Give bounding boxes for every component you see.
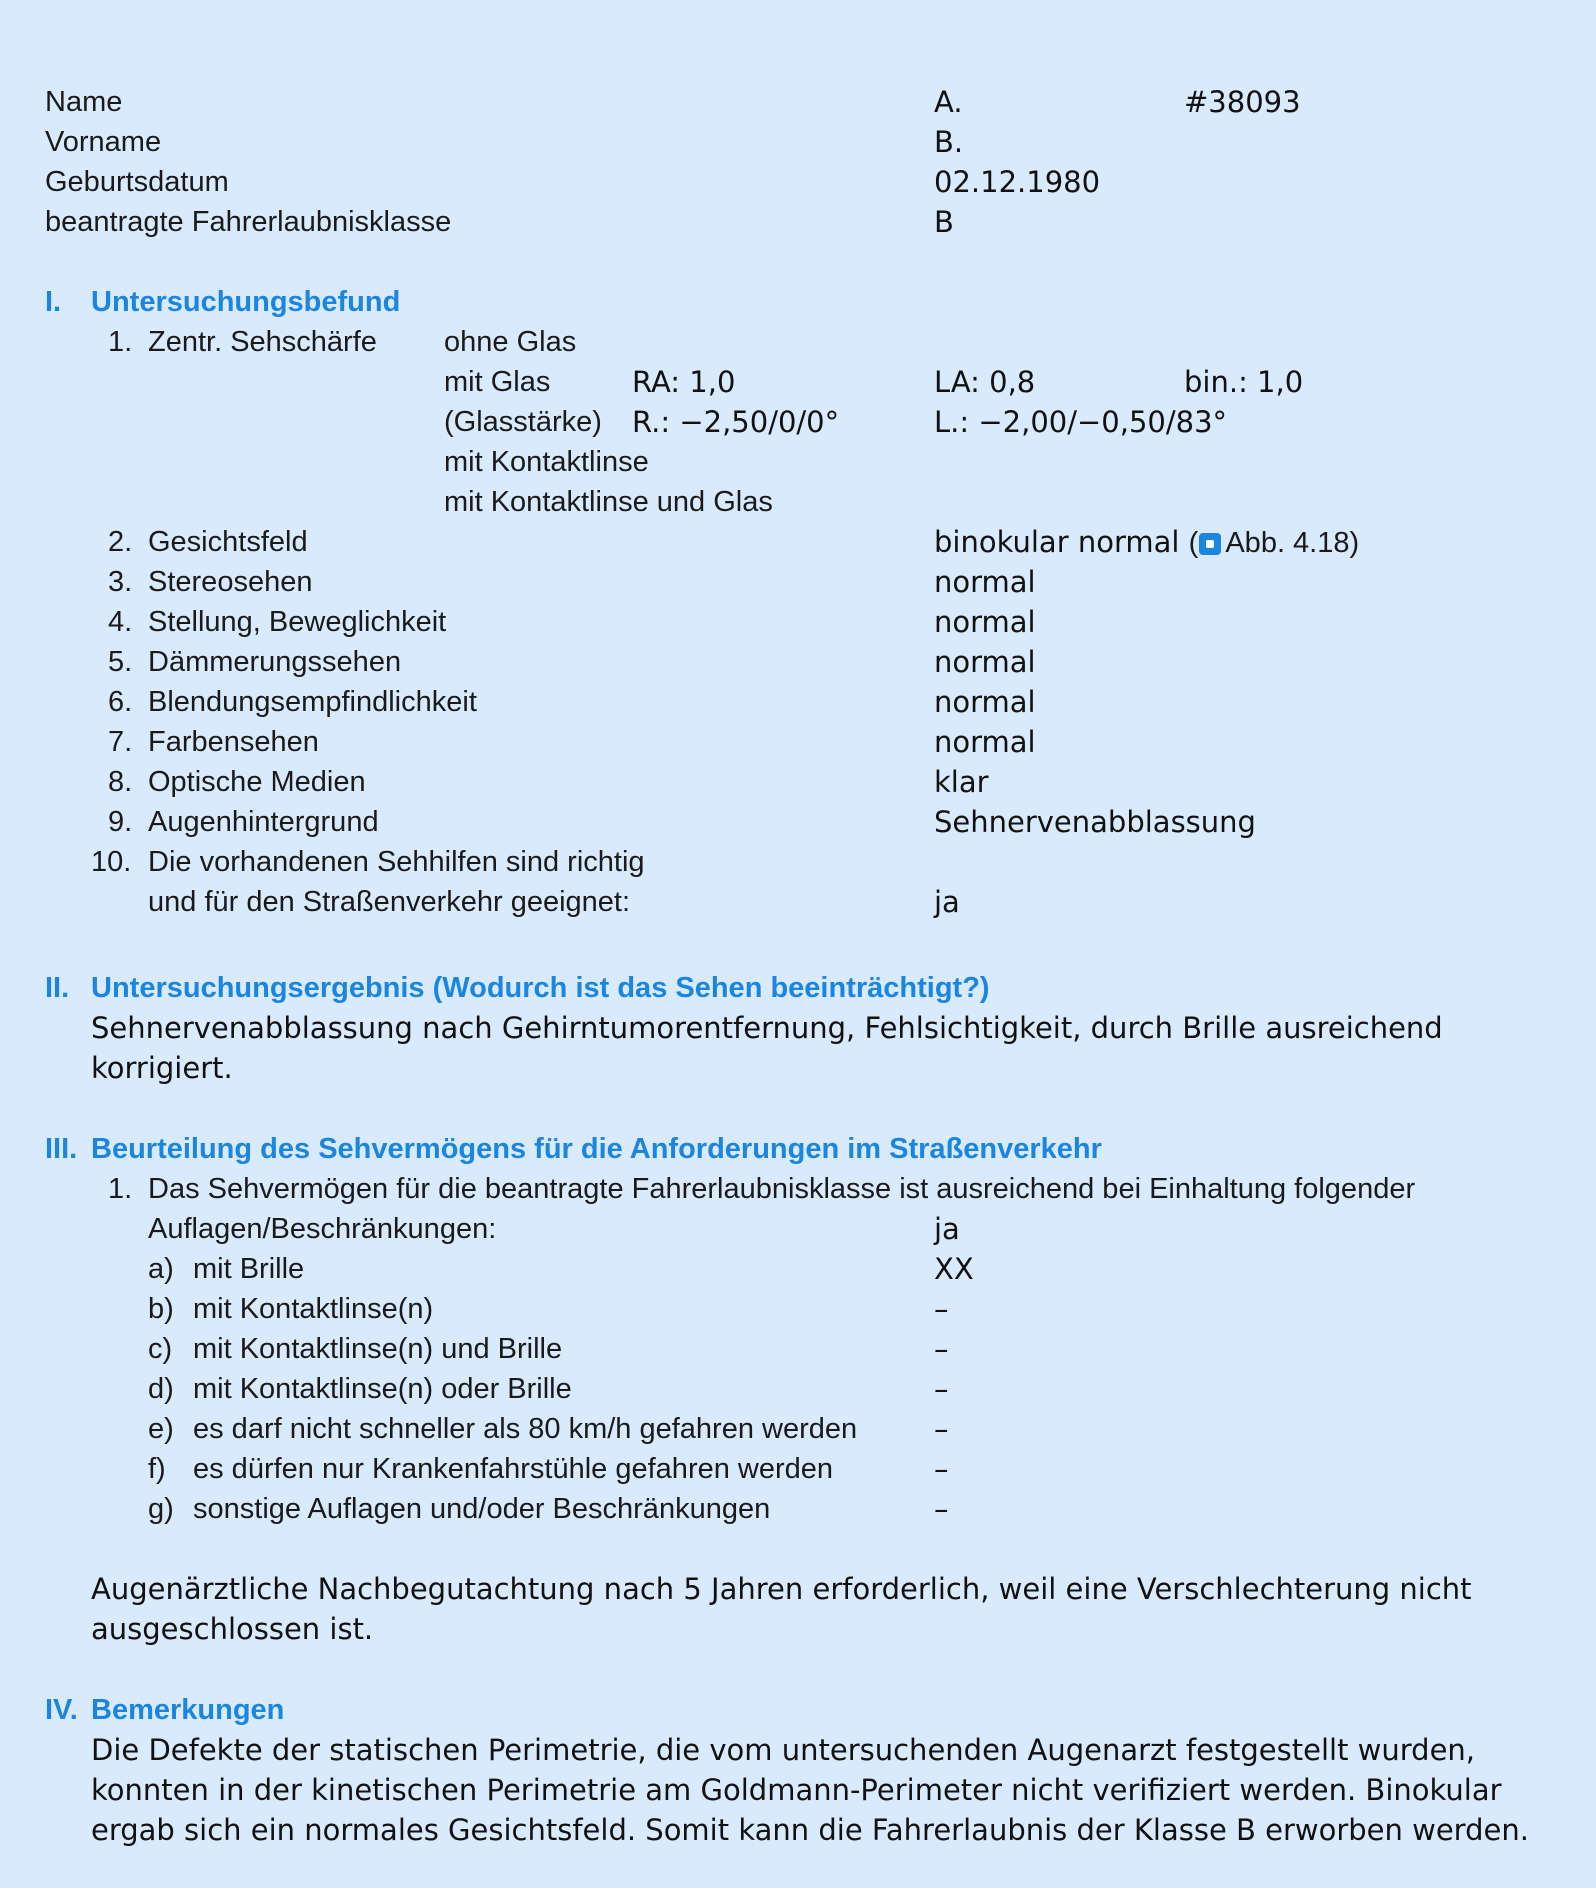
section-2-number: II. (45, 972, 70, 1004)
item-6-value: normal (934, 685, 1036, 719)
vorname-value: B. (934, 125, 964, 159)
ra-value: RA: 1,0 (632, 365, 736, 399)
option-f-value: – (934, 1452, 949, 1486)
item-2-label: Gesichtsfeld (148, 526, 308, 558)
item-10-label-line-1: Die vorhandenen Sehhilfen sind richtig (148, 846, 645, 878)
item-4-label: Stellung, Beweglichkeit (148, 606, 447, 638)
nachbegutachtung-line-2: ausgeschlossen ist. (91, 1612, 374, 1646)
fahrerlaubnisklasse-value: B (934, 205, 954, 239)
s3-item-1-line-2: Auflagen/Beschränkungen: (148, 1213, 497, 1245)
item-7-label: Farbensehen (148, 726, 319, 758)
geburtsdatum-value: 02.12.1980 (934, 165, 1101, 199)
open-paren: ( (1188, 527, 1199, 559)
option-c-value: – (934, 1332, 949, 1366)
item-5-label: Dämmerungssehen (148, 646, 402, 678)
item-1-label: Zentr. Sehschärfe (148, 326, 377, 358)
item-5-number: 5. (108, 646, 133, 678)
section-2-text-line-2: korrigiert. (91, 1051, 233, 1085)
case-number: #38093 (1184, 85, 1301, 119)
item-3-value: normal (934, 565, 1036, 599)
item-8-value: klar (934, 765, 989, 799)
section-3-number: III. (45, 1133, 78, 1165)
item-9-number: 9. (108, 806, 133, 838)
section-2-text-line-1: Sehnervenabblassung nach Gehirntumorentfernung, Fehlsichtigkeit, durch Brille ausreichend (91, 1011, 1443, 1045)
s3-item-1-value: ja (934, 1212, 960, 1246)
option-b-value: – (934, 1292, 949, 1326)
option-f-letter: f) (148, 1453, 166, 1485)
section-4-title: Bemerkungen (91, 1694, 285, 1726)
section-4-number: IV. (45, 1694, 78, 1726)
section-2-title: Untersuchungsergebnis (Wodurch ist das Sehen beeinträchtigt?) (91, 972, 990, 1004)
item-4-number: 4. (108, 606, 133, 638)
item-10-value: ja (934, 885, 960, 919)
bin-value: bin.: 1,0 (1184, 365, 1304, 399)
option-a-value: XX (934, 1252, 974, 1286)
option-e-letter: e) (148, 1413, 174, 1445)
item-2-number: 2. (108, 526, 133, 558)
name-label: Name (45, 86, 123, 118)
option-c-letter: c) (148, 1333, 173, 1365)
ohne-glas-label: ohne Glas (444, 326, 577, 358)
item-3-number: 3. (108, 566, 133, 598)
gesichtsfeld-result (934, 524, 1359, 561)
option-e-label: es darf nicht schneller als 80 km/h gefahren werden (193, 1413, 858, 1445)
option-g-label: sonstige Auflagen und/oder Beschränkungen (193, 1493, 771, 1525)
mit-kontaktlinse-und-glas-label: mit Kontaktlinse und Glas (444, 486, 773, 518)
vorname-label: Vorname (45, 126, 162, 158)
option-d-label: mit Kontaktlinse(n) oder Brille (193, 1373, 572, 1405)
glasstaerke-label: (Glasstärke) (444, 406, 602, 438)
item-10-label-line-2: und für den Straßenverkehr geeignet: (148, 886, 631, 918)
option-b-letter: b) (148, 1293, 174, 1325)
item-9-value: Sehnervenabblassung (934, 805, 1256, 839)
geburtsdatum-label: Geburtsdatum (45, 166, 229, 198)
option-a-letter: a) (148, 1253, 174, 1285)
option-g-letter: g) (148, 1493, 174, 1525)
bemerkungen-line-3: ergab sich ein normales Gesichtsfeld. Somit kann die Fahrerlaubnis der Klasse B erworben werden. (91, 1813, 1529, 1847)
item-6-number: 6. (108, 686, 133, 718)
item-5-value: normal (934, 645, 1036, 679)
option-c-label: mit Kontaktlinse(n) und Brille (193, 1333, 563, 1365)
figure-reference-icon (1199, 533, 1221, 555)
section-1-number: I. (45, 286, 62, 318)
fahrerlaubnisklasse-label: beantragte Fahrerlaubnisklasse (45, 206, 452, 238)
section-1-title: Untersuchungsbefund (91, 286, 401, 318)
option-g-value: – (934, 1492, 949, 1526)
option-d-value: – (934, 1372, 949, 1406)
option-a-label: mit Brille (193, 1253, 305, 1285)
option-f-label: es dürfen nur Krankenfahrstühle gefahren werden (193, 1453, 834, 1485)
gesichtsfeld-value: binokular normal (934, 525, 1189, 559)
item-8-label: Optische Medien (148, 766, 366, 798)
item-7-number: 7. (108, 726, 133, 758)
option-d-letter: d) (148, 1373, 174, 1405)
mit-glas-label: mit Glas (444, 366, 551, 398)
glasstaerke-right: R.: −2,50/0/0° (632, 405, 840, 439)
s3-item-1-line-1: Das Sehvermögen für die beantragte Fahrerlaubnisklasse ist ausreichend bei Einhaltung folgender (148, 1173, 1416, 1205)
section-3-title: Beurteilung des Sehvermögens für die Anforderungen im Straßenverkehr (91, 1133, 1102, 1165)
item-7-value: normal (934, 725, 1036, 759)
item-6-label: Blendungsempfindlichkeit (148, 686, 477, 718)
option-b-label: mit Kontaktlinse(n) (193, 1293, 434, 1325)
s3-item-1-number: 1. (108, 1173, 133, 1205)
nachbegutachtung-line-1: Augenärztliche Nachbegutachtung nach 5 Jahren erforderlich, weil eine Verschlechterung nicht (91, 1572, 1472, 1606)
item-1-number: 1. (108, 326, 133, 358)
la-value: LA: 0,8 (934, 365, 1036, 399)
option-e-value: – (934, 1412, 949, 1446)
bemerkungen-line-2: konnten in der kinetischen Perimetrie am Goldmann-Perimeter nicht verifiziert werden. Binokular (91, 1773, 1502, 1807)
figure-reference[interactable]: Abb. 4.18) (1225, 527, 1360, 559)
item-3-label: Stereosehen (148, 566, 313, 598)
item-10-number: 10. (91, 846, 132, 878)
bemerkungen-line-1: Die Defekte der statischen Perimetrie, die vom untersuchenden Augenarzt festgestellt wurden, (91, 1733, 1476, 1767)
name-value: A. (934, 85, 963, 119)
item-4-value: normal (934, 605, 1036, 639)
item-9-label: Augenhintergrund (148, 806, 379, 838)
glasstaerke-left: L.: −2,00/−0,50/83° (934, 405, 1228, 439)
mit-kontaktlinse-label: mit Kontaktlinse (444, 446, 649, 478)
item-8-number: 8. (108, 766, 133, 798)
